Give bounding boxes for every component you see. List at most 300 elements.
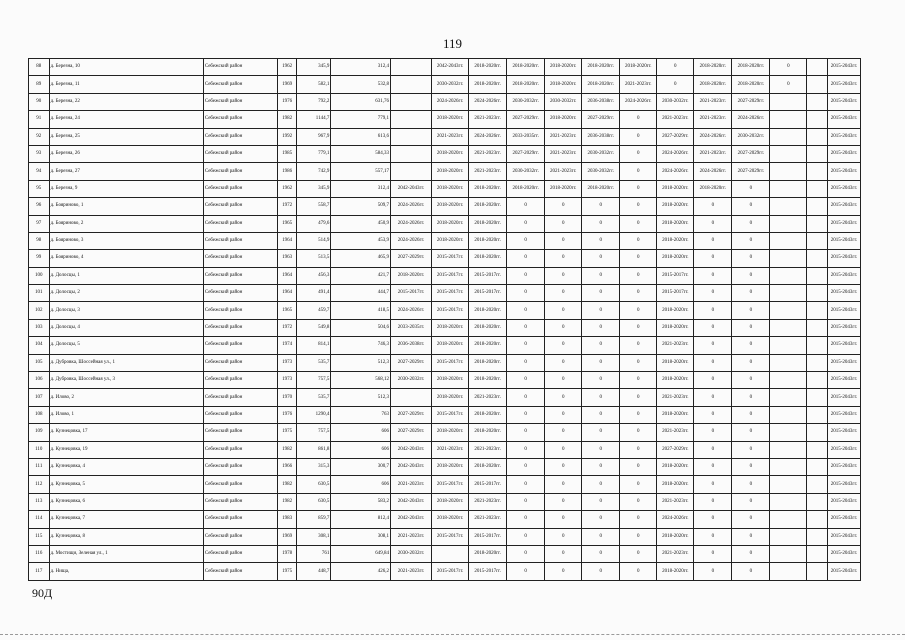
total-area-cell: 630,5 <box>297 493 331 510</box>
schedule-cell: 2018-2020гг. <box>469 76 507 93</box>
district-cell: Себежский район <box>203 319 277 336</box>
schedule-cell: 2015-2043гг. <box>827 59 860 76</box>
total-area-cell: 315,3 <box>297 458 331 475</box>
schedule-cell: 0 <box>620 528 657 545</box>
year-built-cell: 1965 <box>277 215 297 232</box>
table-row <box>29 59 861 76</box>
schedule-cell: 2015-2043гг. <box>827 302 860 319</box>
schedule-cell: 2021-2023гг. <box>657 337 694 354</box>
table-row <box>29 232 861 249</box>
schedule-cell: 2015-2017гг. <box>469 285 507 302</box>
schedule-cell: 2021-2023гг. <box>432 128 469 145</box>
schedule-cell: 0 <box>545 458 582 475</box>
schedule-cell: 2024-2026гг. <box>694 128 732 145</box>
living-area-cell: 532,8 <box>331 76 391 93</box>
schedule-cell <box>807 302 828 319</box>
total-area-cell: 448,7 <box>297 563 331 580</box>
district-cell: Себежский район <box>203 250 277 267</box>
schedule-cell <box>390 128 431 145</box>
year-built-cell: 1983 <box>277 511 297 528</box>
schedule-cell: 0 <box>657 76 694 93</box>
schedule-cell: 2027-2029гг. <box>390 250 431 267</box>
schedule-cell <box>807 319 828 336</box>
address-cell: д. Кузнецовка, 8 <box>49 528 203 545</box>
row-number-cell: 91 <box>29 111 50 128</box>
schedule-cell: 2024-2026гг. <box>390 302 431 319</box>
schedule-cell: 2015-2017гг. <box>469 267 507 284</box>
schedule-cell <box>807 180 828 197</box>
district-cell: Себежский район <box>203 232 277 249</box>
table-row <box>29 267 861 284</box>
table-row <box>29 458 861 475</box>
address-cell: д. Илово, 2 <box>49 389 203 406</box>
living-area-cell: 465,9 <box>331 250 391 267</box>
year-built-cell: 1963 <box>277 250 297 267</box>
schedule-cell <box>770 458 807 475</box>
living-area-cell: 308,1 <box>331 528 391 545</box>
schedule-cell: 2030-2032гг. <box>657 93 694 110</box>
schedule-cell: 2018-2020гг. <box>469 372 507 389</box>
district-cell: Себежский район <box>203 441 277 458</box>
district-cell: Себежский район <box>203 198 277 215</box>
year-built-cell: 1964 <box>277 232 297 249</box>
schedule-cell <box>807 424 828 441</box>
schedule-cell: 2018-2020гг. <box>432 198 469 215</box>
schedule-cell: 2015-2017гг. <box>432 302 469 319</box>
schedule-cell: 0 <box>545 563 582 580</box>
row-number-cell: 117 <box>29 563 50 580</box>
schedule-cell <box>770 215 807 232</box>
living-area-cell: 312,4 <box>331 180 391 197</box>
schedule-cell: 2021-2023гг. <box>469 441 507 458</box>
table-row <box>29 545 861 562</box>
schedule-cell: 2018-2020гг. <box>469 406 507 423</box>
schedule-cell <box>807 406 828 423</box>
schedule-cell: 2015-2043гг. <box>827 511 860 528</box>
schedule-cell <box>807 93 828 110</box>
schedule-cell: 0 <box>582 267 620 284</box>
schedule-cell <box>770 476 807 493</box>
total-area-cell: 757,5 <box>297 372 331 389</box>
schedule-cell: 2015-2043гг. <box>827 215 860 232</box>
schedule-cell: 2027-2029гг. <box>732 93 770 110</box>
district-cell: Себежский район <box>203 458 277 475</box>
table-row <box>29 250 861 267</box>
schedule-cell <box>807 128 828 145</box>
schedule-cell: 0 <box>507 372 545 389</box>
living-area-cell: 421,7 <box>331 267 391 284</box>
district-cell: Себежский район <box>203 128 277 145</box>
schedule-cell: 0 <box>694 441 732 458</box>
address-cell: д. Долосцы, 5 <box>49 337 203 354</box>
district-cell: Себежский район <box>203 354 277 371</box>
schedule-cell: 2018-2020гг. <box>545 76 582 93</box>
schedule-cell: 0 <box>507 476 545 493</box>
schedule-cell: 0 <box>620 250 657 267</box>
district-cell: Себежский район <box>203 476 277 493</box>
schedule-cell: 2015-2017гг. <box>469 563 507 580</box>
schedule-cell <box>390 93 431 110</box>
schedule-cell: 2018-2020гг. <box>545 59 582 76</box>
schedule-cell: 2021-2023гг. <box>545 163 582 180</box>
district-cell: Себежский район <box>203 163 277 180</box>
schedule-cell: 2042-2043гг. <box>390 511 431 528</box>
year-built-cell: 1978 <box>277 545 297 562</box>
row-number-cell: 112 <box>29 476 50 493</box>
schedule-cell: 0 <box>545 528 582 545</box>
schedule-cell: 0 <box>582 354 620 371</box>
schedule-cell: 2018-2020гг. <box>545 180 582 197</box>
living-area-cell: 613,6 <box>331 128 391 145</box>
schedule-cell <box>807 111 828 128</box>
schedule-cell: 0 <box>620 545 657 562</box>
schedule-cell: 2018-2020гг. <box>732 76 770 93</box>
schedule-cell: 0 <box>694 545 732 562</box>
address-cell: д. Кузнецовка, 7 <box>49 511 203 528</box>
schedule-cell <box>807 250 828 267</box>
schedule-cell <box>807 285 828 302</box>
schedule-cell <box>770 319 807 336</box>
address-cell: д. Бояриново, 3 <box>49 232 203 249</box>
schedule-cell: 0 <box>694 424 732 441</box>
schedule-cell: 0 <box>620 458 657 475</box>
address-cell: д. Березна, 24 <box>49 111 203 128</box>
schedule-cell: 2024-2026гг. <box>469 93 507 110</box>
schedule-cell: 0 <box>545 215 582 232</box>
schedule-cell: 0 <box>582 441 620 458</box>
schedule-cell: 0 <box>732 337 770 354</box>
schedule-cell: 2018-2020гг. <box>657 372 694 389</box>
schedule-cell: 0 <box>732 215 770 232</box>
schedule-cell: 0 <box>582 476 620 493</box>
schedule-cell: 2030-2032гг. <box>732 128 770 145</box>
schedule-cell: 2018-2020гг. <box>657 215 694 232</box>
schedule-cell: 2024-2026гг. <box>469 128 507 145</box>
page-number: 119 <box>442 36 463 51</box>
living-area-cell: 568,12 <box>331 372 391 389</box>
schedule-cell: 0 <box>545 319 582 336</box>
year-built-cell: 1985 <box>277 145 297 162</box>
schedule-cell: 2030-2032гг. <box>507 163 545 180</box>
schedule-cell: 2018-2020гг. <box>694 76 732 93</box>
schedule-cell: 2018-2020гг. <box>657 354 694 371</box>
schedule-cell: 0 <box>507 511 545 528</box>
district-cell: Себежский район <box>203 302 277 319</box>
schedule-cell: 2018-2020гг. <box>582 180 620 197</box>
schedule-cell <box>770 93 807 110</box>
address-cell: д. Бояриново, 2 <box>49 215 203 232</box>
schedule-cell <box>807 145 828 162</box>
living-area-cell: 631,76 <box>331 93 391 110</box>
row-number-cell: 99 <box>29 250 50 267</box>
schedule-cell: 2018-2020гг. <box>507 76 545 93</box>
row-number-cell: 105 <box>29 354 50 371</box>
schedule-cell <box>770 285 807 302</box>
schedule-cell: 2042-2043гг. <box>390 458 431 475</box>
schedule-cell: 0 <box>582 232 620 249</box>
schedule-cell: 0 <box>694 337 732 354</box>
schedule-cell: 0 <box>620 302 657 319</box>
total-area-cell: 859,7 <box>297 511 331 528</box>
schedule-cell: 0 <box>694 250 732 267</box>
year-built-cell: 1973 <box>277 372 297 389</box>
schedule-cell: 0 <box>582 319 620 336</box>
row-number-cell: 102 <box>29 302 50 319</box>
year-built-cell: 1976 <box>277 93 297 110</box>
schedule-cell: 0 <box>732 476 770 493</box>
schedule-cell: 2018-2020гг. <box>469 424 507 441</box>
total-area-cell: 308,1 <box>297 528 331 545</box>
schedule-cell: 2024-2026гг. <box>390 198 431 215</box>
schedule-cell: 2030-2032гг. <box>390 372 431 389</box>
table-row <box>29 511 861 528</box>
address-cell: д. Долосцы, 1 <box>49 267 203 284</box>
row-number-cell: 97 <box>29 215 50 232</box>
year-built-cell: 1972 <box>277 198 297 215</box>
schedule-cell: 2015-2043гг. <box>827 406 860 423</box>
schedule-cell: 0 <box>770 59 807 76</box>
address-cell: д. Кузнецовка, 5 <box>49 476 203 493</box>
year-built-cell: 1974 <box>277 337 297 354</box>
schedule-cell: 0 <box>507 337 545 354</box>
row-number-cell: 109 <box>29 424 50 441</box>
table-row <box>29 163 861 180</box>
schedule-cell: 2027-2029гг. <box>732 163 770 180</box>
schedule-cell: 0 <box>582 337 620 354</box>
schedule-cell: 2015-2043гг. <box>827 285 860 302</box>
schedule-cell: 0 <box>732 424 770 441</box>
schedule-cell <box>770 232 807 249</box>
schedule-cell: 2021-2023гг. <box>469 511 507 528</box>
schedule-cell <box>770 337 807 354</box>
schedule-cell: 0 <box>694 493 732 510</box>
schedule-cell: 2042-2043гг. <box>390 493 431 510</box>
schedule-cell: 0 <box>545 511 582 528</box>
schedule-cell: 0 <box>694 232 732 249</box>
schedule-cell: 2024-2026гг. <box>694 163 732 180</box>
living-area-cell: 812,4 <box>331 511 391 528</box>
schedule-cell: 2021-2023гг. <box>545 145 582 162</box>
schedule-cell: 0 <box>507 441 545 458</box>
schedule-cell: 2042-2043гг. <box>390 180 431 197</box>
schedule-cell: 0 <box>620 128 657 145</box>
schedule-cell: 2015-2017гг. <box>432 528 469 545</box>
schedule-cell: 2015-2043гг. <box>827 493 860 510</box>
schedule-cell <box>807 198 828 215</box>
schedule-cell: 2018-2020гг. <box>469 215 507 232</box>
schedule-cell: 0 <box>507 424 545 441</box>
living-area-cell: 426,2 <box>331 563 391 580</box>
schedule-cell: 2027-2029гг. <box>390 354 431 371</box>
total-area-cell: 459,7 <box>297 302 331 319</box>
district-cell: Себежский район <box>203 406 277 423</box>
schedule-cell: 2018-2020гг. <box>657 319 694 336</box>
schedule-cell: 2024-2026гг. <box>432 93 469 110</box>
table-row <box>29 354 861 371</box>
living-area-cell: 418,5 <box>331 302 391 319</box>
schedule-cell: 0 <box>732 354 770 371</box>
living-area-cell: 649,84 <box>331 545 391 562</box>
schedule-cell: 0 <box>620 232 657 249</box>
schedule-cell: 0 <box>694 389 732 406</box>
schedule-cell: 0 <box>694 319 732 336</box>
schedule-cell: 2018-2020гг. <box>657 250 694 267</box>
schedule-cell: 2030-2032гг. <box>582 145 620 162</box>
schedule-cell: 0 <box>732 389 770 406</box>
row-number-cell: 103 <box>29 319 50 336</box>
schedule-cell: 0 <box>545 545 582 562</box>
total-area-cell: 1144,7 <box>297 111 331 128</box>
address-cell: д. Кузнецовка, 6 <box>49 493 203 510</box>
schedule-cell: 2021-2023гг. <box>657 545 694 562</box>
schedule-cell: 0 <box>582 198 620 215</box>
schedule-cell: 2018-2020гг. <box>582 76 620 93</box>
schedule-cell: 0 <box>732 406 770 423</box>
table-row <box>29 563 861 580</box>
district-cell: Себежский район <box>203 424 277 441</box>
schedule-cell: 0 <box>620 476 657 493</box>
total-area-cell: 345,9 <box>297 59 331 76</box>
schedule-cell: 2027-2029гг. <box>582 111 620 128</box>
schedule-cell: 0 <box>732 563 770 580</box>
schedule-cell <box>807 354 828 371</box>
schedule-cell: 0 <box>507 458 545 475</box>
schedule-cell: 2027-2029гг. <box>507 111 545 128</box>
schedule-cell <box>770 511 807 528</box>
table-row <box>29 285 861 302</box>
schedule-cell: 0 <box>545 267 582 284</box>
schedule-cell <box>807 59 828 76</box>
district-cell: Себежский район <box>203 111 277 128</box>
address-cell: д. Березна, 22 <box>49 93 203 110</box>
schedule-cell: 2015-2017гг. <box>469 528 507 545</box>
total-area-cell: 761 <box>297 545 331 562</box>
schedule-cell: 2015-2043гг. <box>827 128 860 145</box>
schedule-cell: 2015-2017гг. <box>432 406 469 423</box>
schedule-cell: 2018-2020гг. <box>432 111 469 128</box>
schedule-cell: 2021-2023гг. <box>694 93 732 110</box>
schedule-cell: 0 <box>694 406 732 423</box>
schedule-cell: 0 <box>507 493 545 510</box>
living-area-cell: 779,1 <box>331 111 391 128</box>
address-cell: д. Илово, 1 <box>49 406 203 423</box>
schedule-cell: 0 <box>582 528 620 545</box>
schedule-cell <box>770 528 807 545</box>
district-cell: Себежский район <box>203 285 277 302</box>
schedule-cell: 0 <box>694 267 732 284</box>
schedule-cell: 0 <box>545 406 582 423</box>
schedule-cell: 0 <box>507 563 545 580</box>
schedule-cell: 2015-2043гг. <box>827 372 860 389</box>
schedule-cell: 0 <box>732 180 770 197</box>
schedule-cell: 0 <box>694 458 732 475</box>
schedule-cell: 2015-2043гг. <box>827 319 860 336</box>
total-area-cell: 757,5 <box>297 424 331 441</box>
schedule-cell: 2015-2043гг. <box>827 198 860 215</box>
row-number-cell: 90 <box>29 93 50 110</box>
address-cell: д. Бояриново, 4 <box>49 250 203 267</box>
schedule-cell: 0 <box>620 493 657 510</box>
schedule-cell: 2021-2023гг. <box>469 163 507 180</box>
address-cell: д. Березна, 10 <box>49 59 203 76</box>
schedule-cell: 0 <box>620 111 657 128</box>
living-area-cell: 763 <box>331 406 391 423</box>
schedule-cell: 2018-2020гг. <box>432 232 469 249</box>
schedule-cell: 2018-2020гг. <box>432 145 469 162</box>
schedule-cell: 2024-2026гг. <box>732 111 770 128</box>
schedule-cell: 2015-2043гг. <box>827 93 860 110</box>
schedule-cell: 0 <box>582 545 620 562</box>
schedule-cell: 2015-2017гг. <box>469 476 507 493</box>
schedule-cell: 0 <box>582 406 620 423</box>
schedule-cell <box>770 424 807 441</box>
schedule-cell <box>390 163 431 180</box>
schedule-cell: 2018-2020гг. <box>469 250 507 267</box>
schedule-cell: 0 <box>732 302 770 319</box>
table-body <box>29 59 861 581</box>
address-cell: д. Бояриново, 1 <box>49 198 203 215</box>
table-row <box>29 215 861 232</box>
schedule-cell: 2021-2023гг. <box>469 111 507 128</box>
schedule-cell: 2021-2023гг. <box>694 145 732 162</box>
schedule-cell: 2018-2020гг. <box>582 59 620 76</box>
schedule-cell <box>807 372 828 389</box>
schedule-cell: 2021-2023гг. <box>657 424 694 441</box>
address-cell: д. Дубровка, Шоссейная ул., 1 <box>49 354 203 371</box>
table-row <box>29 198 861 215</box>
living-area-cell: 444,7 <box>331 285 391 302</box>
living-area-cell: 312,4 <box>331 59 391 76</box>
district-cell: Себежский район <box>203 76 277 93</box>
schedule-cell: 0 <box>582 389 620 406</box>
year-built-cell: 1975 <box>277 424 297 441</box>
table-row <box>29 372 861 389</box>
schedule-cell: 2021-2023гг. <box>469 493 507 510</box>
schedule-cell: 0 <box>732 493 770 510</box>
schedule-cell: 2018-2020гг. <box>507 180 545 197</box>
total-area-cell: 549,8 <box>297 319 331 336</box>
total-area-cell: 558,7 <box>297 198 331 215</box>
schedule-cell: 2021-2023гг. <box>620 76 657 93</box>
schedule-cell: 0 <box>620 145 657 162</box>
schedule-cell: 0 <box>732 250 770 267</box>
year-built-cell: 1992 <box>277 128 297 145</box>
district-cell: Себежский район <box>203 267 277 284</box>
schedule-cell: 0 <box>620 372 657 389</box>
schedule-cell: 2018-2020гг. <box>694 180 732 197</box>
address-cell: д. Березна, 11 <box>49 76 203 93</box>
year-built-cell: 1982 <box>277 441 297 458</box>
schedule-cell: 2018-2020гг. <box>432 319 469 336</box>
schedule-cell: 2018-2020гг. <box>469 302 507 319</box>
schedule-cell: 0 <box>620 285 657 302</box>
schedule-cell: 0 <box>620 424 657 441</box>
row-number-cell: 95 <box>29 180 50 197</box>
address-cell: д. Березна, 26 <box>49 145 203 162</box>
schedule-cell: 0 <box>507 389 545 406</box>
schedule-cell: 0 <box>732 198 770 215</box>
schedule-cell: 2018-2020гг. <box>432 458 469 475</box>
year-built-cell: 1975 <box>277 563 297 580</box>
schedule-cell: 0 <box>507 232 545 249</box>
schedule-cell: 2018-2020гг. <box>432 389 469 406</box>
schedule-cell: 0 <box>545 424 582 441</box>
schedule-cell: 0 <box>545 441 582 458</box>
schedule-cell: 0 <box>582 372 620 389</box>
schedule-cell: 0 <box>582 302 620 319</box>
schedule-cell: 2042-2043гг. <box>390 441 431 458</box>
address-cell: д. Дубровка, Шоссейная ул., 3 <box>49 372 203 389</box>
